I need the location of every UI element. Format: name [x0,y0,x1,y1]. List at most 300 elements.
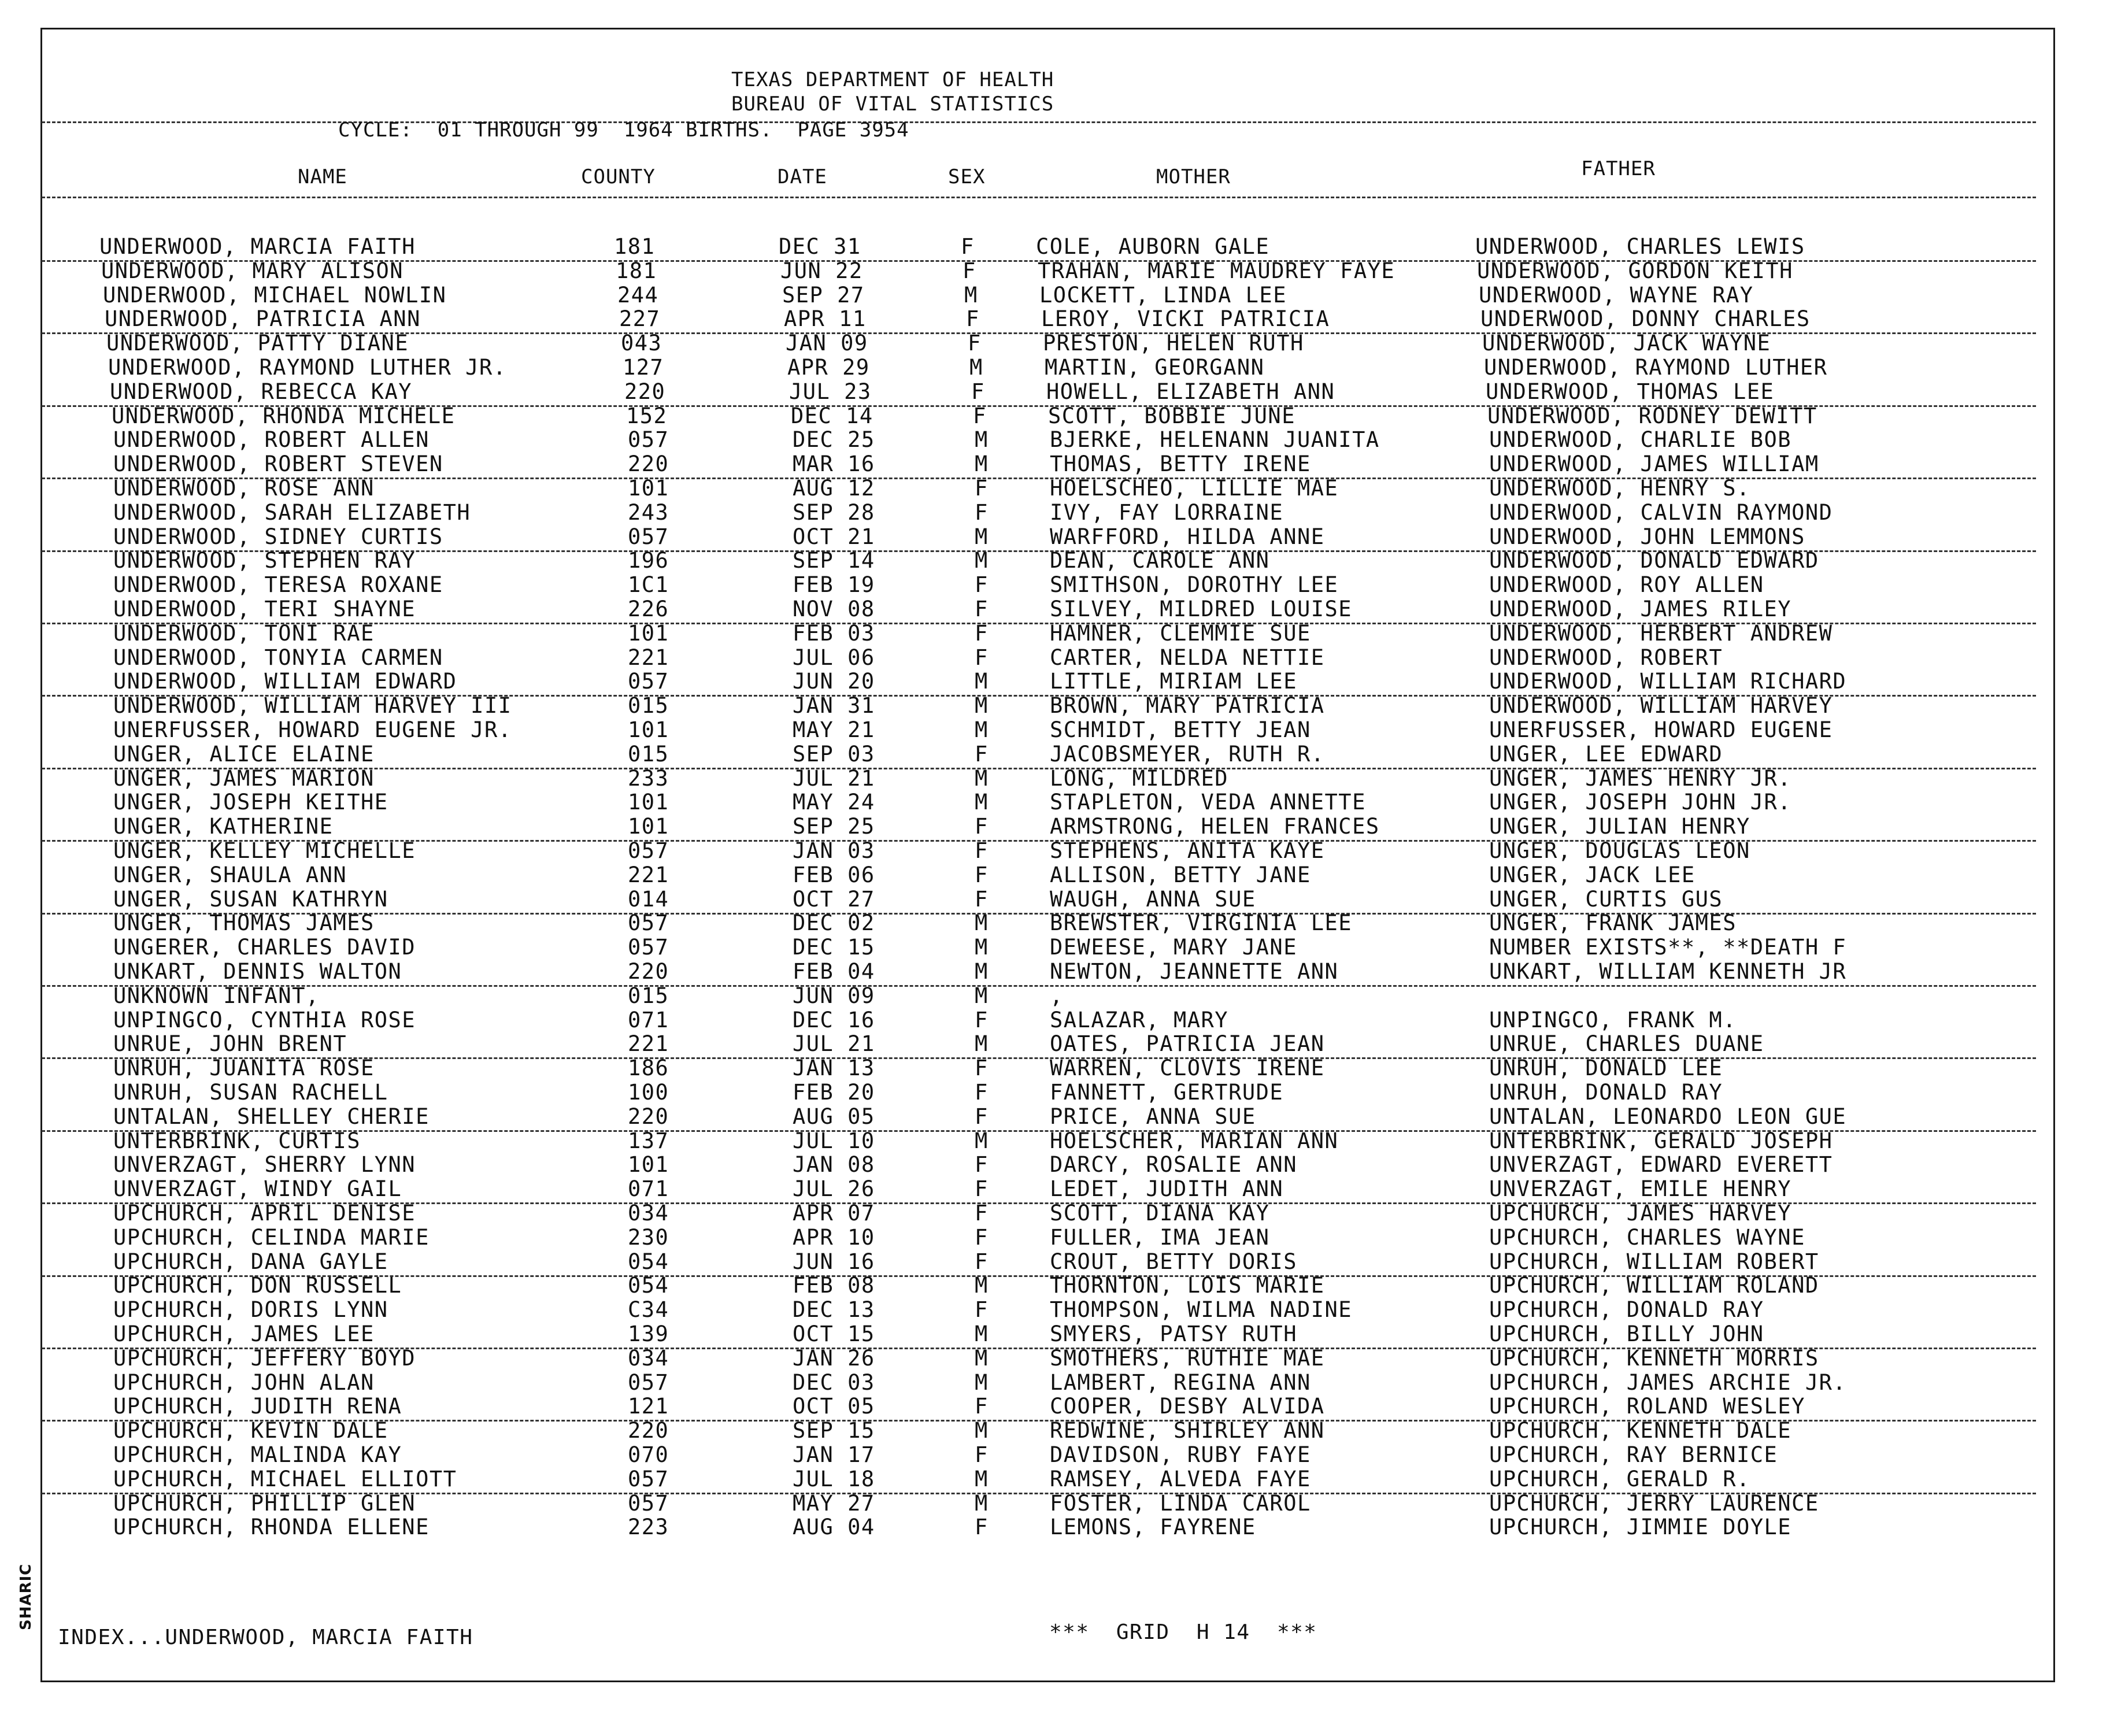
cell-date: SEP 14 [793,548,875,573]
cell-county: 043 [621,331,662,356]
cell-sex: M [975,1490,989,1516]
cell-name: UNGER, JOSEPH KEITHE [113,790,388,815]
cell-sex: F [975,1201,989,1226]
cell-name: UNTERBRINK, CURTIS [113,1128,361,1153]
cell-county: 071 [628,1176,669,1202]
cell-county: 220 [624,379,666,404]
cell-father: UNTALAN, LEONARDO LEON GUE [1489,1104,1847,1129]
cell-father: UPCHURCH, WILLIAM ROLAND [1489,1273,1819,1298]
cell-sex: M [975,910,989,936]
cell-date: OCT 27 [793,886,875,912]
cell-father: UNGER, FRANK JAMES [1489,910,1737,936]
cell-father: UNGER, LEE EDWARD [1489,741,1723,767]
cell-mother: DARCY, ROSALIE ANN [1050,1152,1297,1178]
cell-mother: DAVIDSON, RUBY FAYE [1050,1442,1311,1467]
cell-name: UPCHURCH, JUDITH RENA [113,1394,402,1419]
cell-name: UPCHURCH, MALINDA KAY [113,1442,402,1467]
cell-name: UPCHURCH, DORIS LYNN [113,1297,388,1323]
cell-name: UNGER, KATHERINE [113,814,334,839]
cell-date: JUN 22 [780,258,863,283]
cell-name: UNDERWOOD, ROBERT STEVEN [113,451,443,477]
cell-date: JAN 31 [793,693,875,719]
cell-name: UPCHURCH, RHONDA ELLENE [113,1515,430,1540]
cell-sex: F [975,645,989,670]
cell-sex: M [975,935,989,960]
cell-date: JAN 26 [793,1345,875,1371]
cell-name: UNDERWOOD, PATTY DIANE [106,331,409,356]
cell-name: UNRUH, SUSAN RACHELL [113,1080,388,1105]
cell-sex: M [975,1369,989,1395]
col-header-mother: MOTHER [1156,165,1231,188]
cell-name: UNKART, DENNIS WALTON [113,959,402,984]
cell-sex: M [975,1128,989,1153]
cell-father: UNDERWOOD, JOHN LEMMONS [1489,524,1805,549]
header-rule-bottom [42,197,2036,198]
cell-county: 186 [628,1056,669,1081]
cell-mother: STEPHENS, ANITA KAYE [1050,838,1325,863]
cell-father: UNRUE, CHARLES DUANE [1489,1031,1764,1057]
cell-name: UNGER, ALICE ELAINE [113,741,375,767]
footer-grid: *** GRID H 14 *** [1049,1620,1317,1644]
cell-county: 121 [628,1394,669,1419]
cell-date: SEP 27 [782,282,865,308]
cell-mother: JACOBSMEYER, RUTH R. [1050,741,1325,767]
cell-name: UNPINGCO, CYNTHIA ROSE [113,1007,416,1032]
cell-father: UPCHURCH, RAY BERNICE [1489,1442,1778,1467]
cell-mother: BJERKE, HELENANN JUANITA [1050,427,1380,453]
cell-date: FEB 20 [793,1080,875,1105]
cell-county: 054 [628,1273,669,1298]
cell-date: JUL 23 [789,379,872,404]
cell-date: JUN 16 [793,1249,875,1274]
cell-date: APR 29 [787,355,870,380]
cell-mother: PRESTON, HELEN RUTH [1043,331,1304,356]
cell-mother: RAMSEY, ALVEDA FAYE [1050,1466,1311,1491]
cell-father: UNDERWOOD, DONALD EDWARD [1489,548,1819,573]
cell-county: 127 [623,355,664,380]
cell-sex: M [975,983,989,1008]
cell-mother: BROWN, MARY PATRICIA [1050,693,1325,719]
cell-mother: WARFFORD, HILDA ANNE [1050,524,1325,549]
cell-sex: F [975,838,989,863]
cell-date: JAN 03 [793,838,875,863]
cell-name: UNERFUSSER, HOWARD EUGENE JR. [113,717,512,742]
cell-date: FEB 08 [793,1273,875,1298]
cell-county: 015 [628,983,669,1008]
cell-county: 220 [628,959,669,984]
cell-mother: HOELSCHEO, LILLIE MAE [1050,476,1339,501]
cell-mother: THOMAS, BETTY IRENE [1050,451,1311,477]
cell-date: SEP 15 [793,1418,875,1443]
cell-mother: PRICE, ANNA SUE [1050,1104,1256,1129]
cell-date: APR 07 [793,1201,875,1226]
cell-date: JUN 09 [793,983,875,1008]
cell-county: 1C1 [628,572,669,598]
cell-mother: REDWINE, SHIRLEY ANN [1050,1418,1325,1443]
cell-mother: HOELSCHER, MARIAN ANN [1050,1128,1339,1153]
cell-father: UNDERWOOD, WILLIAM RICHARD [1489,669,1847,694]
cell-county: 233 [628,765,669,791]
cell-sex: F [975,620,989,646]
cell-county: 139 [628,1322,669,1346]
cell-mother: LEROY, VICKI PATRICIA [1041,306,1330,332]
cell-father: UNVERZAGT, EDWARD EVERETT [1489,1152,1833,1178]
cell-name: UNDERWOOD, ROBERT ALLEN [113,427,430,453]
cell-county: 244 [617,282,659,308]
cell-mother: STAPLETON, VEDA ANNETTE [1050,790,1366,815]
cell-father: UNDERWOOD, RODNEY DEWITT [1487,403,1817,428]
cell-name: UNDERWOOD, TONI RAE [113,620,375,646]
cell-county: 223 [628,1515,669,1540]
cell-father: UNGER, JACK LEE [1489,862,1696,887]
cell-county: 034 [628,1345,669,1371]
cell-mother: , [1050,983,1064,1008]
cell-county: 221 [628,645,669,670]
cell-county: 034 [628,1201,669,1226]
cell-mother: SMITHSON, DOROTHY LEE [1050,572,1339,598]
cell-date: FEB 03 [793,620,875,646]
cell-name: UPCHURCH, PHILLIP GLEN [113,1490,416,1516]
cell-father: UNGER, JAMES HENRY JR. [1489,765,1792,791]
cell-name: UNDERWOOD, PATRICIA ANN [105,306,421,332]
cell-name: UNGERER, CHARLES DAVID [113,935,416,960]
cell-father: UPCHURCH, CHARLES WAYNE [1489,1224,1805,1250]
cell-name: UNTALAN, SHELLEY CHERIE [113,1104,430,1129]
cell-date: SEP 25 [793,814,875,839]
cell-name: UPCHURCH, MICHAEL ELLIOTT [113,1466,457,1491]
cell-sex: F [971,379,985,404]
cell-sex: F [975,499,989,525]
cell-father: UNDERWOOD, HENRY S. [1489,476,1750,501]
cell-mother: WAUGH, ANNA SUE [1050,886,1256,912]
cell-sex: F [975,1007,989,1032]
cell-name: UNGER, JAMES MARION [113,765,375,791]
cell-name: UPCHURCH, APRIL DENISE [113,1201,416,1226]
cell-father: UPCHURCH, WILLIAM ROBERT [1489,1249,1819,1274]
cell-sex: F [975,1515,989,1540]
cell-mother: ALLISON, BETTY JANE [1050,862,1311,887]
col-header-county: COUNTY [581,165,656,188]
cell-sex: F [975,1104,989,1129]
cell-sex: M [975,524,989,549]
cell-father: UNDERWOOD, GORDON KEITH [1477,258,1793,283]
cell-father: UNDERWOOD, WAYNE RAY [1479,282,1754,308]
cell-sex: M [975,1466,989,1491]
cell-county: 057 [628,1369,669,1395]
cell-father: UPCHURCH, KENNETH MORRIS [1489,1345,1819,1371]
cell-county: 196 [628,548,669,573]
cell-sex: F [975,597,989,621]
cell-sex: M [975,1345,989,1371]
cell-sex: F [975,886,989,912]
cell-father: UPCHURCH, KENNETH DALE [1489,1418,1792,1443]
cell-county: C34 [628,1297,669,1323]
col-header-name: NAME [298,165,347,188]
cell-mother: SILVEY, MILDRED LOUISE [1050,597,1353,621]
cell-sex: M [975,1031,989,1057]
cell-father: UNRUH, DONALD LEE [1489,1056,1723,1081]
cell-mother: BREWSTER, VIRGINIA LEE [1050,910,1353,936]
cell-date: AUG 12 [793,476,875,501]
cell-mother: NEWTON, JEANNETTE ANN [1050,959,1339,984]
cell-mother: THORNTON, LOIS MARIE [1050,1273,1325,1298]
cell-sex: M [975,959,989,984]
cell-county: 057 [628,669,669,694]
cell-name: UPCHURCH, JAMES LEE [113,1322,375,1346]
cell-father: UNERFUSSER, HOWARD EUGENE [1489,717,1833,742]
cell-name: UNDERWOOD, MARY ALISON [101,258,404,283]
cell-sex: M [975,548,989,573]
cell-date: AUG 04 [793,1515,875,1540]
cell-name: UNDERWOOD, MARCIA FAITH [99,234,416,259]
cell-county: 057 [628,935,669,960]
cell-date: DEC 02 [793,910,875,936]
cell-father: UNDERWOOD, JAMES RILEY [1489,597,1792,621]
col-header-father: FATHER [1581,157,1656,180]
cell-date: JUL 18 [793,1466,875,1491]
cell-sex: F [968,331,982,356]
cell-sex: M [975,1322,989,1346]
cell-county: 221 [628,1031,669,1057]
cell-county: 101 [628,476,669,501]
cell-father: UNGER, JOSEPH JOHN JR. [1489,790,1792,815]
cell-mother: LAMBERT, REGINA ANN [1050,1369,1311,1395]
cell-father: UNKART, WILLIAM KENNETH JR [1489,959,1847,984]
cell-sex: F [975,1442,989,1467]
cell-name: UNDERWOOD, REBECCA KAY [110,379,413,404]
cell-name: UNDERWOOD, RHONDA MICHELE [112,403,456,428]
cell-date: OCT 05 [793,1394,875,1419]
cell-date: MAY 21 [793,717,875,742]
cell-name: UNVERZAGT, WINDY GAIL [113,1176,402,1202]
cell-date: JAN 08 [793,1152,875,1178]
cell-sex: M [975,1418,989,1443]
cell-county: 057 [628,427,669,453]
cell-name: UNGER, THOMAS JAMES [113,910,375,936]
cell-county: 070 [628,1442,669,1467]
cell-county: 057 [628,524,669,549]
cell-name: UPCHURCH, DON RUSSELL [113,1273,402,1298]
cell-father: UPCHURCH, JAMES ARCHIE JR. [1489,1369,1847,1395]
cell-date: MAY 27 [793,1490,875,1516]
cell-sex: F [975,1394,989,1419]
cell-date: DEC 13 [793,1297,875,1323]
cell-father: UPCHURCH, BILLY JOHN [1489,1322,1764,1346]
cell-mother: CROUT, BETTY DORIS [1050,1249,1297,1274]
cell-sex: F [975,741,989,767]
cell-date: APR 11 [784,306,867,332]
cell-mother: HOWELL, ELIZABETH ANN [1046,379,1335,404]
cell-date: DEC 25 [793,427,875,453]
cell-county: 057 [628,1490,669,1516]
cell-date: OCT 21 [793,524,875,549]
cell-name: UNDERWOOD, WILLIAM EDWARD [113,669,457,694]
cell-mother: LEDET, JUDITH ANN [1050,1176,1284,1202]
cell-father: UPCHURCH, GERALD R. [1489,1466,1750,1491]
cell-sex: M [975,790,989,815]
cell-sex: F [975,1176,989,1202]
cell-sex: F [975,1152,989,1178]
cell-county: 101 [628,814,669,839]
cell-mother: MARTIN, GEORGANN [1045,355,1265,380]
cell-sex: F [963,258,976,283]
cell-father: UNDERWOOD, ROY ALLEN [1489,572,1764,598]
cell-sex: M [975,765,989,791]
cell-date: JUL 06 [793,645,875,670]
cell-sex: M [969,355,983,380]
cell-county: 181 [616,258,657,283]
cell-name: UNDERWOOD, WILLIAM HARVEY III [113,693,512,719]
cell-father: UNDERWOOD, DONNY CHARLES [1480,306,1811,332]
cell-county: 101 [628,790,669,815]
cell-date: DEC 31 [779,234,861,259]
cell-sex: F [975,814,989,839]
cell-name: UPCHURCH, KEVIN DALE [113,1418,388,1443]
cell-mother: SMOTHERS, RUTHIE MAE [1050,1345,1325,1371]
cell-mother: HAMNER, CLEMMIE SUE [1050,620,1311,646]
cell-name: UNDERWOOD, ROSE ANN [113,476,375,501]
cell-sex: M [975,717,989,742]
cell-mother: TRAHAN, MARIE MAUDREY FAYE [1038,258,1395,283]
cell-father: UNDERWOOD, JACK WAYNE [1482,331,1771,356]
cell-mother: COOPER, DESBY ALVIDA [1050,1394,1325,1419]
cell-county: 101 [628,1152,669,1178]
cell-mother: WARREN, CLOVIS IRENE [1050,1056,1325,1081]
cell-sex: M [975,427,989,453]
cell-county: 054 [628,1249,669,1274]
cell-name: UPCHURCH, JOHN ALAN [113,1369,375,1395]
cell-date: DEC 16 [793,1007,875,1032]
cell-mother: FULLER, IMA JEAN [1050,1224,1270,1250]
cell-date: JAN 13 [793,1056,875,1081]
col-header-sex: SEX [948,165,986,188]
cell-sex: F [975,476,989,501]
cell-name: UPCHURCH, JEFFERY BOYD [113,1345,416,1371]
cell-county: 220 [628,1418,669,1443]
cell-county: 230 [628,1224,669,1250]
cell-name: UNDERWOOD, TERESA ROXANE [113,572,443,598]
cell-mother: LEMONS, FAYRENE [1050,1515,1256,1540]
cell-date: NOV 08 [793,597,875,621]
cell-county: 057 [628,910,669,936]
cell-date: JAN 09 [786,331,868,356]
side-stamp: SHARIC [17,1563,35,1630]
cell-mother: THOMPSON, WILMA NADINE [1050,1297,1353,1323]
cell-sex: F [966,306,980,332]
cell-date: SEP 03 [793,741,875,767]
cell-date: DEC 15 [793,935,875,960]
cell-county: 015 [628,693,669,719]
cell-date: FEB 06 [793,862,875,887]
cell-county: 100 [628,1080,669,1105]
cell-father: UNDERWOOD, CALVIN RAYMOND [1489,499,1833,525]
cell-mother: OATES, PATRICIA JEAN [1050,1031,1325,1057]
cell-name: UNDERWOOD, RAYMOND LUTHER JR. [108,355,507,380]
cell-county: 057 [628,838,669,863]
footer-index: INDEX...UNDERWOOD, MARCIA FAITH [58,1626,473,1649]
cell-county: 243 [628,499,669,525]
cell-date: JUL 10 [793,1128,875,1153]
cell-sex: F [975,1080,989,1105]
cell-county: 227 [619,306,661,332]
cell-county: 220 [628,1104,669,1129]
cell-father: UNTERBRINK, GERALD JOSEPH [1489,1128,1833,1153]
cell-father: UNGER, DOUGLAS LEON [1489,838,1750,863]
cell-mother: DEWEESE, MARY JANE [1050,935,1297,960]
cell-date: APR 10 [793,1224,875,1250]
cell-date: JUL 21 [793,1031,875,1057]
cell-sex: F [975,862,989,887]
cell-mother: SMYERS, PATSY RUTH [1050,1322,1297,1346]
cell-county: 226 [628,597,669,621]
cell-mother: DEAN, CAROLE ANN [1050,548,1270,573]
cell-father: UNDERWOOD, CHARLIE BOB [1489,427,1792,453]
cell-name: UNGER, SUSAN KATHRYN [113,886,388,912]
cell-county: 101 [628,717,669,742]
cell-father: UNDERWOOD, RAYMOND LUTHER [1484,355,1828,380]
cell-sex: M [975,669,989,694]
cell-mother: FOSTER, LINDA CAROL [1050,1490,1311,1516]
cell-date: JUL 21 [793,765,875,791]
cell-name: UNDERWOOD, TONYIA CARMEN [113,645,443,670]
cell-sex: M [975,693,989,719]
cell-father: UPCHURCH, DONALD RAY [1489,1297,1764,1323]
cell-father: UPCHURCH, JIMMIE DOYLE [1489,1515,1792,1540]
report-subtitle: BUREAU OF VITAL STATISTICS [731,92,1054,116]
cell-mother: COLE, AUBORN GALE [1036,234,1270,259]
cell-father: UNGER, CURTIS GUS [1489,886,1723,912]
cell-mother: SCHMIDT, BETTY JEAN [1050,717,1311,742]
cell-county: 015 [628,741,669,767]
cell-date: FEB 04 [793,959,875,984]
cell-mother: SCOTT, DIANA KAY [1050,1201,1270,1226]
cell-date: JAN 17 [793,1442,875,1467]
cell-date: MAR 16 [793,451,875,477]
cell-date: FEB 19 [793,572,875,598]
cell-name: UNDERWOOD, SARAH ELIZABETH [113,499,471,525]
cell-father: UPCHURCH, JERRY LAURENCE [1489,1490,1819,1516]
cell-name: UNDERWOOD, MICHAEL NOWLIN [103,282,447,308]
cell-county: 181 [614,234,656,259]
cell-father: UNGER, JULIAN HENRY [1489,814,1750,839]
cell-county: 221 [628,862,669,887]
cell-father: UPCHURCH, JAMES HARVEY [1489,1201,1792,1226]
cell-sex: M [975,451,989,477]
cell-father: UNDERWOOD, ROBERT [1489,645,1723,670]
cell-county: 220 [628,451,669,477]
cell-sex: F [973,403,987,428]
cell-father: NUMBER EXISTS**, **DEATH F [1489,935,1847,960]
cell-sex: F [975,1056,989,1081]
cell-date: MAY 24 [793,790,875,815]
cell-name: UNDERWOOD, TERI SHAYNE [113,597,416,621]
cell-sex: F [975,1297,989,1323]
cell-date: SEP 28 [793,499,875,525]
cell-date: JUN 20 [793,669,875,694]
cell-mother: FANNETT, GERTRUDE [1050,1080,1284,1105]
cell-father: UNDERWOOD, JAMES WILLIAM [1489,451,1819,477]
cell-county: 137 [628,1128,669,1153]
cell-father: UPCHURCH, ROLAND WESLEY [1489,1394,1805,1419]
cell-mother: CARTER, NELDA NETTIE [1050,645,1325,670]
cell-mother: SCOTT, BOBBIE JUNE [1048,403,1295,428]
cell-father: UNDERWOOD, CHARLES LEWIS [1475,234,1805,259]
cell-father: UNDERWOOD, WILLIAM HARVEY [1489,693,1833,719]
cell-name: UNGER, KELLEY MICHELLE [113,838,416,863]
cell-sex: F [975,572,989,598]
cell-father: UNRUH, DONALD RAY [1489,1080,1723,1105]
cell-name: UNGER, SHAULA ANN [113,862,347,887]
